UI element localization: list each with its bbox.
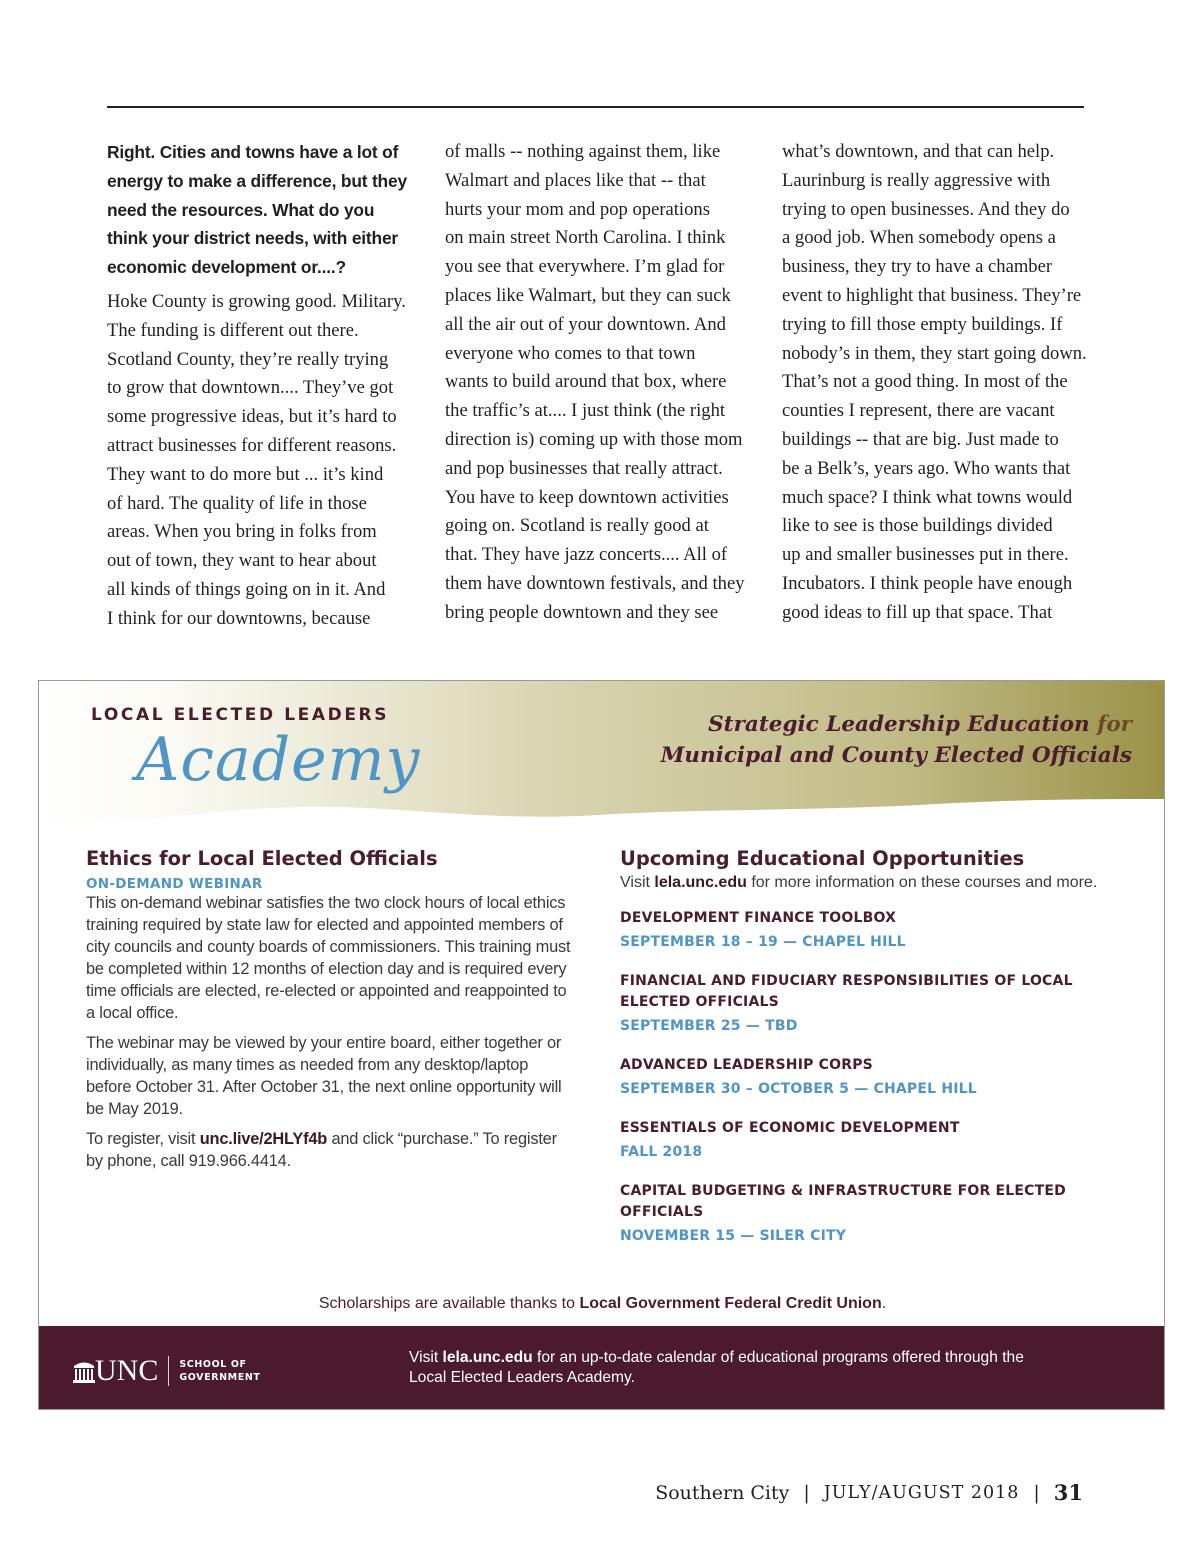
text-line: and pop businesses that really attract. [445,457,723,479]
text-line: trying to fill those empty buildings. If [782,313,1063,335]
text-line: some progressive ideas, but it’s hard to [107,406,397,428]
text-line: like to see is those buildings divided [782,515,1053,537]
text-line: nobody’s in them, they start going down. [782,342,1087,364]
tagline-part-1: Strategic Leadership Education [708,712,1090,737]
course-date: SEPTEMBER 25 — TBD [620,1018,798,1034]
text-line: event to highlight that business. They’re [782,284,1082,306]
text-line: all kinds of things going on in it. And [107,578,386,600]
course-title: FINANCIAL AND FIDUCIARY RESPONSIBILITIES OF LOCAL ELECTED OFFICIALS [620,973,1073,1010]
folio-separator-1: | [803,1481,810,1504]
course-title: DEVELOPMENT FINANCE TOOLBOX [620,910,897,926]
ad-footer [39,1326,1165,1410]
intro-link[interactable]: lela.unc.edu [654,874,747,891]
text-line: areas. When you bring in folks from [107,521,377,543]
register-text-b: and click “purchase.” To register by phone, call 919.966.4414. [86,1130,557,1170]
footer-text-b: for an up-to-date calendar of educational programs offered through the Local Elected Leaders Academy. [409,1349,1024,1386]
text-line: They want to do more but ... it’s kind [107,463,384,485]
text-line: them have downtown festivals, and they [445,572,745,594]
text-line: trying to open businesses. And they do [782,198,1070,220]
page-number: 31 [1053,1480,1083,1505]
footer-text-a: Visit [409,1349,439,1366]
course-title: ADVANCED LEADERSHIP CORPS [620,1057,873,1073]
brand-script-academy: Academy [136,725,421,795]
ethics-para-2: The webinar may be viewed by your entire board, either together or individually, as many times as needed from any desktop/laptop before October 31. After October 31, the next online opportunity will be May 2019. [86,1034,562,1118]
old-well-icon [73,1359,95,1383]
interview-question: Right. Cities and towns have a lot of energy to make a difference, but they need the resources. What do you think your district needs, with either economic development or....? [107,142,407,278]
folio-separator-2: | [1033,1481,1040,1504]
course-item [620,971,1140,1037]
text-line: counties I represent, there are vacant [782,400,1055,422]
unc-logo [73,1356,260,1386]
ethics-heading: Ethics for Local Elected Officials [86,847,438,870]
sog-line-1: SCHOOL OF [179,1359,247,1370]
text-line: to grow that downtown.... They’ve got [107,377,394,399]
text-line: much space? I think what towns would [782,486,1073,508]
text-line: wants to build around that box, where [445,371,727,393]
school-of-government [179,1358,260,1384]
course-title: ESSENTIALS OF ECONOMIC DEVELOPMENT [620,1120,960,1136]
tagline-for: for [1097,712,1132,737]
text-line: hurts your mom and pop operations [445,198,710,220]
ad-tagline [661,709,1132,771]
logo-divider [168,1356,169,1386]
course-date: FALL 2018 [620,1144,703,1160]
sog-line-2: GOVERNMENT [179,1372,261,1383]
course-item [620,1118,1140,1163]
article-column-1 [107,138,412,634]
text-line: of hard. The quality of life in those [107,492,367,514]
article-column-2 [445,138,755,628]
text-line: Incubators. I think people have enough [782,572,1073,594]
top-rule [107,106,1084,108]
page-folio [655,1480,1083,1505]
article-column-3 [782,138,1092,628]
text-line: you see that everywhere. I’m glad for [445,256,725,278]
text-line: Scotland County, they’re really trying [107,348,389,370]
text-line: That’s not a good thing. In most of the [782,371,1068,393]
text-line: of malls -- nothing against them, like [445,141,721,162]
text-line: up and smaller businesses put in there. [782,544,1069,566]
course-title: CAPITAL BUDGETING & INFRASTRUCTURE FOR ELECTED OFFICIALS [620,1183,1066,1220]
scholarship-note [39,1295,1165,1313]
text-line: business, they try to have a chamber [782,256,1053,278]
course-date: NOVEMBER 15 — SILER CITY [620,1228,847,1244]
text-line: be a Belk’s, years ago. Who wants that [782,457,1071,479]
scholarship-period: . [881,1295,887,1312]
publication-name: Southern City [655,1481,790,1504]
lela-advertisement [38,680,1165,1410]
upcoming-section [620,846,1140,1265]
course-item [620,1181,1140,1247]
text-line: places like Walmart, but they can suck [445,284,731,306]
text-line: attract businesses for different reasons. [107,434,397,456]
course-item [620,908,1140,953]
text-line: out of town, they want to hear about [107,550,377,572]
intro-text-a: Visit [620,874,650,891]
text-line: going on. Scotland is really good at [445,515,709,537]
intro-text-b: for more information on these courses and more. [751,874,1098,891]
footer-text [409,1348,1049,1388]
register-link[interactable]: unc.live/2HLYf4b [199,1130,328,1148]
register-text-a: To register, visit [86,1130,196,1148]
text-line: buildings -- that are big. Just made to [782,428,1059,450]
webinar-label: ON-DEMAND WEBINAR [86,876,263,892]
text-line: Walmart and places like that -- that [445,169,706,191]
text-line: that. They have jazz concerts.... All of [445,544,728,566]
course-date: SEPTEMBER 30 – OCTOBER 5 — CHAPEL HILL [620,1081,977,1097]
text-line: what’s downtown, and that can help. [782,141,1055,162]
text-line: all the air out of your downtown. And [445,313,726,335]
text-line: a good job. When somebody opens a [782,227,1056,249]
text-line: The funding is different out there. [107,319,359,341]
text-line: the traffic’s at.... I just think (the right [445,400,726,422]
upcoming-heading: Upcoming Educational Opportunities [620,847,1025,870]
issue-date: JULY/AUGUST 2018 [823,1482,1020,1503]
unc-logo-text: UNC [95,1354,159,1387]
ethics-para-3 [86,1128,576,1172]
course-item [620,1055,1140,1100]
scholarship-sponsor: Local Government Federal Credit Union [579,1295,882,1312]
text-line: good ideas to fill up that space. That [782,601,1053,623]
course-list [620,908,1140,1247]
text-line: on main street North Carolina. I think [445,227,726,249]
ad-header [39,681,1165,831]
course-date: SEPTEMBER 18 – 19 — CHAPEL HILL [620,934,906,950]
ethics-section [86,846,576,1180]
upcoming-intro [620,874,1140,892]
tagline-line-2: Municipal and County Elected Officials [660,743,1132,768]
answer-lines-col1 [107,288,412,634]
scholarship-text: Scholarships are available thanks to [318,1295,575,1312]
brand-top-text: LOCAL ELECTED LEADERS [91,705,390,725]
ethics-para-1: This on-demand webinar satisfies the two clock hours of local ethics training required by state law for elected and appointed members of city councils and county boards of commissioners. This training must be completed within 12 months of election day and is required every time officials are elected, re-elected or appointed and reappointed to a local office. [86,894,571,1022]
text-line: bring people downtown and they see [445,601,719,623]
text-line: Hoke County is growing good. Military. [107,290,406,312]
text-line: everyone who comes to that town [445,342,696,364]
text-line: I think for our downtowns, because [107,607,371,629]
text-line: You have to keep downtown activities [445,486,729,508]
text-line: direction is) coming up with those mom [445,428,743,450]
text-line: Laurinburg is really aggressive with [782,169,1051,191]
footer-link[interactable]: lela.unc.edu [442,1349,533,1366]
